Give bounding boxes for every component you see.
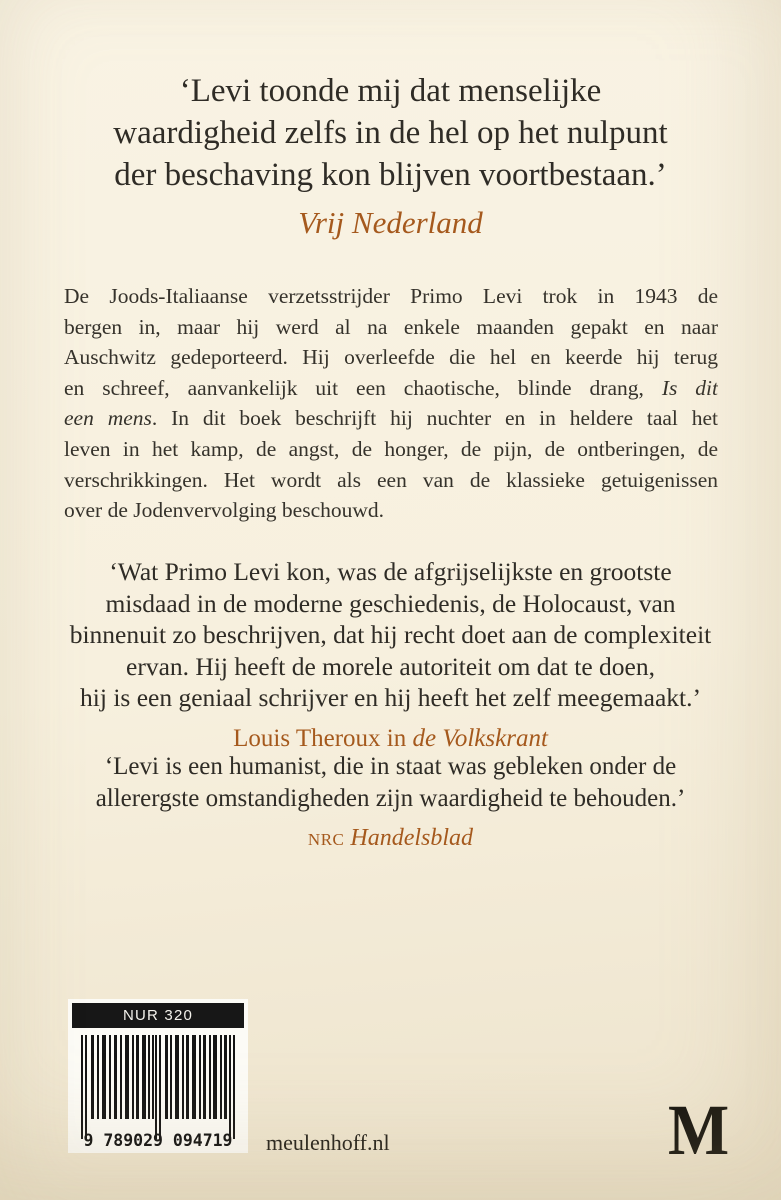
blurb-line: bergen in, maar hij werd al na enkele maanden gepakt en naar — [64, 314, 718, 339]
book-title-fragment: een mens — [64, 406, 152, 431]
quote-line: ervan. Hij heeft de morele autoriteit om dat te doen, — [126, 651, 655, 681]
blurb-line: leven in het kamp, de angst, de honger, de pijn, de ontberingen, de — [64, 436, 718, 461]
publisher-website: meulenhoff.nl — [266, 1130, 390, 1155]
blurb-line: over de Jodenvervolging beschouwd. — [64, 498, 385, 523]
blurb-line: De Joods-Italiaanse verzetsstrijder Primo Levi trok in 1943 de — [64, 284, 718, 308]
ean-barcode-icon — [81, 1035, 235, 1139]
top-quote-attribution: Vrij Nederland — [298, 205, 483, 240]
isbn-number: 9 789029 094719 — [83, 1131, 233, 1150]
reviewer-name: Louis Theroux in — [233, 724, 413, 752]
blurb-line: verschrikkingen. Het wordt als een van de klassieke getuigenissen — [64, 467, 718, 492]
quote-line: binnenuit zo beschrijven, dat hij recht doet aan de complexiteit — [69, 620, 712, 649]
top-review-quote — [0, 70, 781, 244]
quote-line: ‘Levi is een humanist, die in staat was gebleken onder de — [104, 753, 677, 780]
quote-line: der beschaving kon blijven voortbestaan.’ — [114, 157, 667, 193]
nur-label: NUR 320 — [72, 1003, 244, 1028]
bottom-quote-attribution — [0, 822, 781, 856]
quote-line: hij is een geniaal schrijver en hij heeft het zelf meegemaakt.’ — [80, 683, 701, 712]
blurb-text: . In dit boek beschrijft hij nuchter en in heldere taal het — [151, 406, 718, 431]
book-title-fragment: Is dit — [661, 375, 718, 400]
barcode-block — [68, 999, 248, 1153]
blurb-text: en schreef, aanvankelijk uit een chaotische, blinde drang, — [64, 375, 662, 400]
blurb-line — [64, 373, 718, 404]
quote-line: ‘Wat Primo Levi kon, was de afgrijselijkste en grootste — [109, 557, 672, 586]
mid-quote-attribution — [0, 723, 781, 755]
quote-line: allerergste omstandigheden zijn waardigheid te behouden.’ — [95, 785, 686, 812]
quote-line: ‘Levi toonde mij dat menselijke — [179, 73, 602, 109]
theroux-review-quote — [0, 556, 781, 754]
publication-name: de Volkskrant — [412, 724, 548, 752]
nrc-review-quote — [0, 751, 781, 856]
blurb-line: Auschwitz gedeporteerd. Hij overleefde die hel en keerde hij terug — [64, 345, 718, 370]
meulenhoff-logo: M — [668, 1090, 730, 1170]
blurb-line — [64, 403, 718, 434]
quote-line: misdaad in de moderne geschiedenis, de Holocaust, van — [105, 588, 676, 618]
quote-line: waardigheid zelfs in de hel op het nulpunt — [113, 115, 668, 151]
publication-name: Handelsblad — [350, 825, 474, 851]
book-description — [64, 281, 718, 526]
publication-name-prefix: NRC — [307, 830, 345, 849]
